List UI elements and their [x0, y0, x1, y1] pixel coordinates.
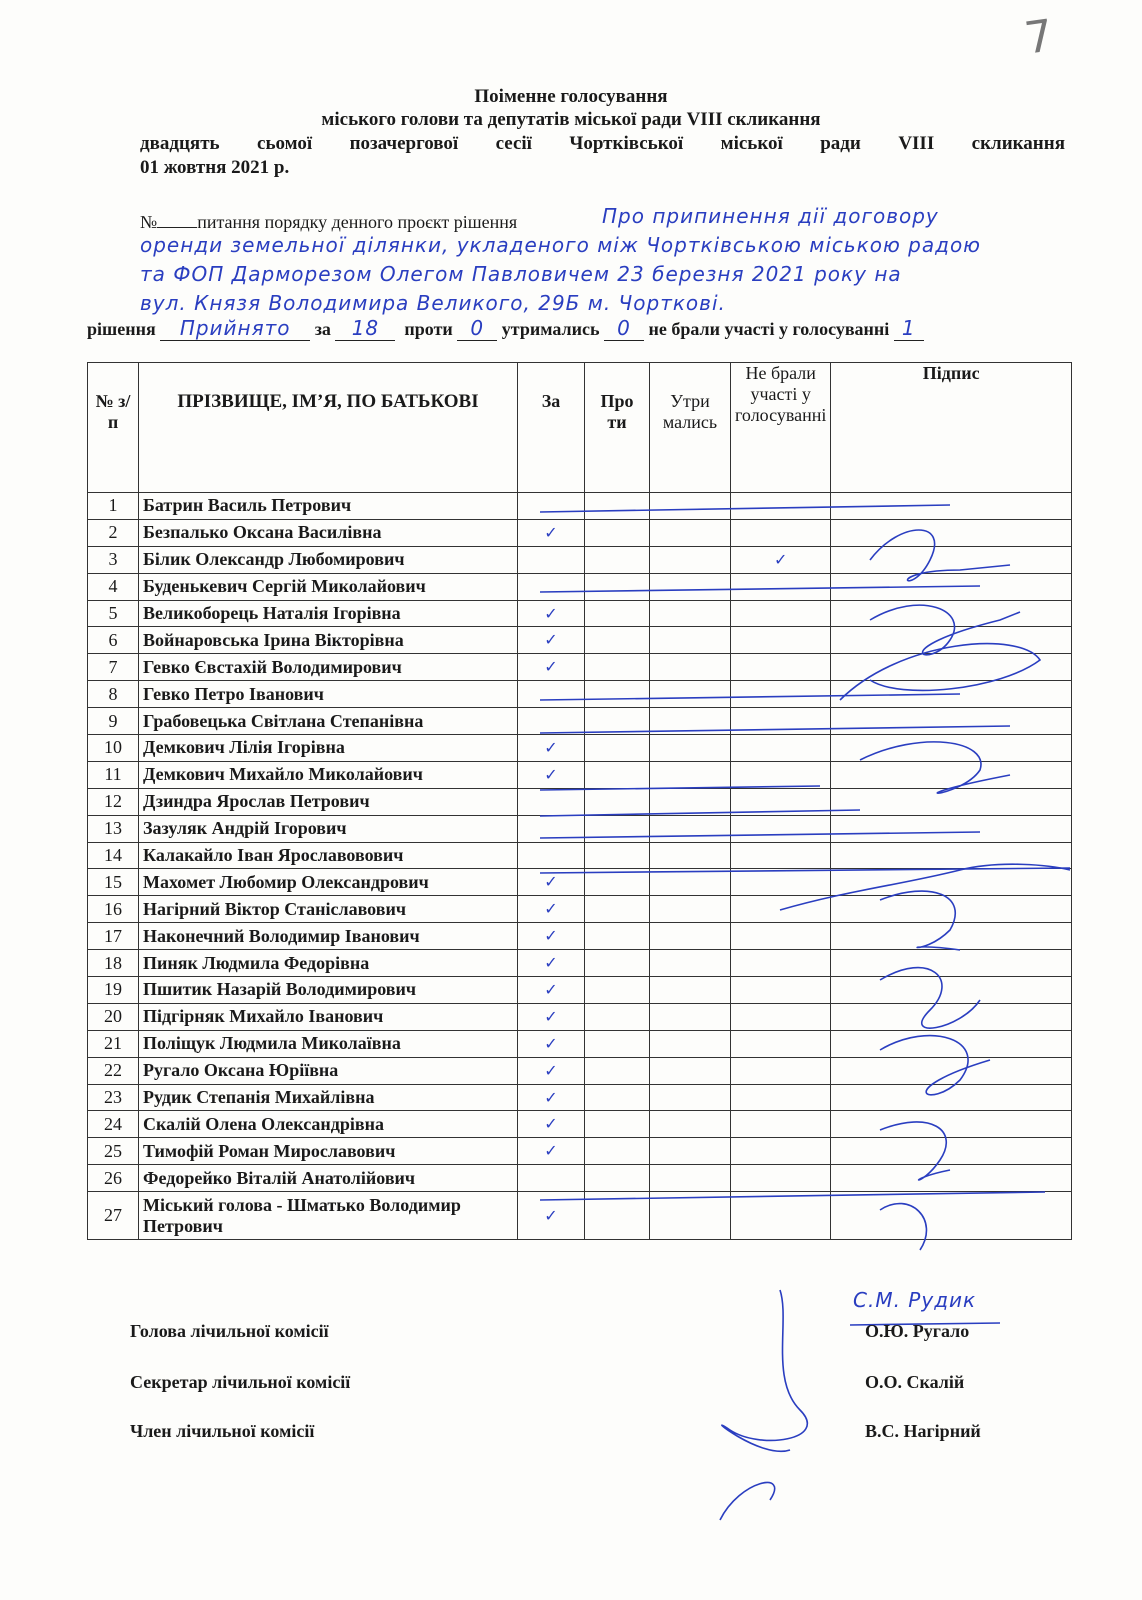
row-number: 20: [88, 1003, 139, 1030]
vote-against-cell: [585, 573, 650, 600]
vote-for-mark: ✓: [518, 923, 585, 950]
row-number: 9: [88, 708, 139, 735]
signature-cell: [831, 681, 1072, 708]
signature-cell: [831, 1030, 1072, 1057]
signature-cell: [831, 627, 1072, 654]
signature-cell: [831, 950, 1072, 977]
vote-not-voted-mark: [731, 1003, 831, 1030]
signature-cell: [831, 1084, 1072, 1111]
signature-cell: [831, 761, 1072, 788]
vote-for-mark: ✓: [518, 735, 585, 762]
vote-against-cell: [585, 815, 650, 842]
row-number: 23: [88, 1084, 139, 1111]
vote-against-cell: [585, 493, 650, 520]
for-count: 18: [335, 316, 395, 341]
deputy-name: Буденькевич Сергій Миколайович: [139, 573, 518, 600]
vote-not-voted-mark: [731, 923, 831, 950]
vote-for-mark: ✓: [518, 977, 585, 1004]
deputy-name: Пшитик Назарій Володимирович: [139, 977, 518, 1004]
vote-not-voted-mark: [731, 788, 831, 815]
vote-not-voted-mark: [731, 1138, 831, 1165]
vote-against-cell: [585, 735, 650, 762]
row-number: 2: [88, 519, 139, 546]
vote-not-voted-mark: [731, 1084, 831, 1111]
deputy-name: Поліщук Людмила Миколаївна: [139, 1030, 518, 1057]
handwritten-name: С.М. Рудик: [853, 1288, 977, 1312]
table-row: [88, 1138, 1072, 1165]
vote-abstained-cell: [650, 1138, 731, 1165]
vote-for-mark: ✓: [518, 1057, 585, 1084]
vote-abstained-cell: [650, 1084, 731, 1111]
header-abstained: Утри мались: [650, 363, 731, 493]
chair-role: Голова лічильної комісії: [130, 1321, 329, 1341]
table-row: [88, 681, 1072, 708]
row-number: 19: [88, 977, 139, 1004]
vote-for-mark: [518, 708, 585, 735]
vote-against-cell: [585, 1030, 650, 1057]
vote-abstained-cell: [650, 1165, 731, 1192]
header-num: № з/п: [88, 363, 139, 493]
vote-abstained-cell: [650, 815, 731, 842]
chair-name: О.Ю. Ругало: [865, 1321, 970, 1341]
vote-against-cell: [585, 788, 650, 815]
vote-against-cell: [585, 1138, 650, 1165]
signature-cell: [831, 1111, 1072, 1138]
signature-cell: [831, 1138, 1072, 1165]
row-number: 27: [88, 1192, 139, 1240]
deputy-name: Підгірняк Михайло Іванович: [139, 1003, 518, 1030]
row-number: 11: [88, 761, 139, 788]
table-row: [88, 761, 1072, 788]
table-row: [88, 654, 1072, 681]
signature-cell: [831, 788, 1072, 815]
vote-not-voted-mark: [731, 627, 831, 654]
vote-not-voted-mark: [731, 654, 831, 681]
signature-cell: [831, 1003, 1072, 1030]
deputy-name: Ругало Оксана Юріївна: [139, 1057, 518, 1084]
decision-label: рішення: [87, 319, 156, 339]
vote-against-cell: [585, 869, 650, 896]
abstained-count: 0: [604, 316, 644, 341]
vote-not-voted-mark: [731, 600, 831, 627]
against-label: проти: [404, 319, 453, 339]
vote-not-voted-mark: [731, 681, 831, 708]
deputy-name: Пиняк Людмила Федорівна: [139, 950, 518, 977]
table-row: [88, 842, 1072, 869]
vote-not-voted-mark: [731, 573, 831, 600]
deputy-name: Нагірний Віктор Станіславович: [139, 896, 518, 923]
signature-cell: [831, 708, 1072, 735]
vote-for-mark: [518, 842, 585, 869]
table-row: [88, 1030, 1072, 1057]
handwritten-topic: [140, 202, 1060, 318]
vote-abstained-cell: [650, 519, 731, 546]
abstained-label: утримались: [501, 319, 600, 339]
vote-against-cell: [585, 519, 650, 546]
deputy-name: Білик Олександр Любомирович: [139, 546, 518, 573]
table-row: [88, 600, 1072, 627]
session-date: 01 жовтня 2021 р.: [140, 157, 290, 178]
vote-not-voted-mark: [731, 869, 831, 896]
signature-cell: [831, 1057, 1072, 1084]
vote-for-mark: ✓: [518, 869, 585, 896]
table-row: [88, 923, 1072, 950]
vote-abstained-cell: [650, 761, 731, 788]
vote-against-cell: [585, 977, 650, 1004]
topic-line: та ФОП Дарморезом Олегом Павловичем 23 березня 2021 року на: [140, 262, 902, 286]
vote-for-mark: ✓: [518, 654, 585, 681]
vote-for-mark: ✓: [518, 1111, 585, 1138]
vote-abstained-cell: [650, 869, 731, 896]
row-number: 10: [88, 735, 139, 762]
vote-not-voted-mark: [731, 493, 831, 520]
header-against: Про ти: [585, 363, 650, 493]
signature-cell: [831, 896, 1072, 923]
vote-not-voted-mark: [731, 1030, 831, 1057]
table-row: [88, 1003, 1072, 1030]
vote-abstained-cell: [650, 896, 731, 923]
vote-not-voted-mark: [731, 519, 831, 546]
signature-cell: [831, 654, 1072, 681]
table-row: [88, 1165, 1072, 1192]
topic-line: вул. Князя Володимира Великого, 29Б м. Чорткові.: [140, 291, 726, 315]
table-row: [88, 573, 1072, 600]
vote-not-voted-mark: [731, 842, 831, 869]
member-role: Член лічильної комісії: [130, 1421, 315, 1441]
vote-not-voted-mark: [731, 735, 831, 762]
vote-against-cell: [585, 708, 650, 735]
vote-for-mark: ✓: [518, 627, 585, 654]
table-row: [88, 1192, 1072, 1240]
signature-cell: [831, 977, 1072, 1004]
signature-cell: [831, 573, 1072, 600]
vote-for-mark: ✓: [518, 896, 585, 923]
deputy-name: Федорейко Віталій Анатолійович: [139, 1165, 518, 1192]
vote-against-cell: [585, 1084, 650, 1111]
decision-summary: [87, 316, 924, 341]
row-number: 25: [88, 1138, 139, 1165]
vote-against-cell: [585, 627, 650, 654]
decision-value: Прийнято: [160, 316, 310, 341]
table-row: [88, 546, 1072, 573]
row-number: 22: [88, 1057, 139, 1084]
secretary-name: О.О. Скалій: [865, 1372, 965, 1392]
vote-abstained-cell: [650, 842, 731, 869]
deputy-name: Дзиндра Ярослав Петрович: [139, 788, 518, 815]
vote-for-mark: ✓: [518, 600, 585, 627]
vote-against-cell: [585, 1165, 650, 1192]
signature-cell: [831, 546, 1072, 573]
table-row: [88, 1084, 1072, 1111]
vote-not-voted-mark: [731, 708, 831, 735]
row-number: 6: [88, 627, 139, 654]
deputy-name: Наконечний Володимир Іванович: [139, 923, 518, 950]
signature: [720, 1483, 775, 1520]
vote-for-mark: [518, 1165, 585, 1192]
row-number: 24: [88, 1111, 139, 1138]
vote-not-voted-mark: [731, 761, 831, 788]
deputy-name: Батрин Василь Петрович: [139, 493, 518, 520]
header-for: За: [518, 363, 585, 493]
session-line: двадцять сьомої позачергової сесії Чортківської міської ради VIII скликання: [140, 133, 1065, 154]
vote-abstained-cell: [650, 950, 731, 977]
row-number: 13: [88, 815, 139, 842]
topic-line: оренди земельної ділянки, укладеного між Чортківською міською радою: [140, 233, 982, 257]
vote-for-mark: [518, 815, 585, 842]
vote-for-mark: [518, 788, 585, 815]
header-not-voted: Не брали участі у голосуванні: [731, 363, 831, 493]
signature: [722, 1290, 807, 1451]
row-number: 21: [88, 1030, 139, 1057]
deputy-name: Гевко Петро Іванович: [139, 681, 518, 708]
table-row: [88, 950, 1072, 977]
for-label: за: [314, 319, 331, 339]
table-row: [88, 493, 1072, 520]
vote-abstained-cell: [650, 493, 731, 520]
question-label: питання порядку денного проєкт рішення: [197, 212, 518, 232]
vote-for-mark: [518, 573, 585, 600]
row-number: 17: [88, 923, 139, 950]
vote-for-mark: ✓: [518, 1192, 585, 1240]
deputy-name: Зазуляк Андрій Ігорович: [139, 815, 518, 842]
vote-for-mark: ✓: [518, 761, 585, 788]
vote-not-voted-mark: [731, 977, 831, 1004]
signature-cell: [831, 869, 1072, 896]
vote-against-cell: [585, 896, 650, 923]
table-row: [88, 1111, 1072, 1138]
table-row: [88, 627, 1072, 654]
vote-against-cell: [585, 546, 650, 573]
vote-abstained-cell: [650, 546, 731, 573]
vote-against-cell: [585, 923, 650, 950]
vote-for-mark: [518, 493, 585, 520]
against-count: 0: [457, 316, 497, 341]
row-number: 16: [88, 896, 139, 923]
page-number: 7: [1021, 10, 1057, 65]
deputy-name: Грабовецька Світлана Степанівна: [139, 708, 518, 735]
vote-for-mark: ✓: [518, 1138, 585, 1165]
vote-not-voted-mark: [731, 1165, 831, 1192]
not-voted-label: не брали участі у голосуванні: [648, 319, 890, 339]
deputy-name: Безпалько Оксана Василівна: [139, 519, 518, 546]
vote-against-cell: [585, 600, 650, 627]
table-row: [88, 708, 1072, 735]
question-number-label: №: [140, 212, 158, 232]
vote-for-mark: ✓: [518, 950, 585, 977]
vote-for-mark: [518, 681, 585, 708]
vote-not-voted-mark: [731, 1057, 831, 1084]
vote-abstained-cell: [650, 708, 731, 735]
signature-cell: [831, 493, 1072, 520]
table-row: [88, 519, 1072, 546]
member-name: В.С. Нагірний: [865, 1421, 981, 1441]
deputy-name: Міський голова - Шматько Володимир Петрович: [139, 1192, 518, 1240]
topic-line: Про припинення дії договору: [602, 204, 939, 228]
row-number: 1: [88, 493, 139, 520]
row-number: 7: [88, 654, 139, 681]
table-row: [88, 788, 1072, 815]
vote-not-voted-mark: ✓: [731, 546, 831, 573]
vote-not-voted-mark: [731, 1111, 831, 1138]
document-subtitle: міського голови та депутатів міської ради VIII скликання: [321, 109, 821, 130]
signature-cell: [831, 923, 1072, 950]
table-row: [88, 1057, 1072, 1084]
vote-against-cell: [585, 681, 650, 708]
row-number: 12: [88, 788, 139, 815]
vote-abstained-cell: [650, 1030, 731, 1057]
row-number: 14: [88, 842, 139, 869]
deputy-name: Скалій Олена Олександрівна: [139, 1111, 518, 1138]
vote-against-cell: [585, 1111, 650, 1138]
signature-cell: [831, 842, 1072, 869]
row-number: 18: [88, 950, 139, 977]
table-row: [88, 977, 1072, 1004]
deputy-name: Гевко Євстахій Володимирович: [139, 654, 518, 681]
signature-cell: [831, 815, 1072, 842]
vote-abstained-cell: [650, 654, 731, 681]
vote-abstained-cell: [650, 1192, 731, 1240]
vote-abstained-cell: [650, 1003, 731, 1030]
deputy-name: Демкович Михайло Миколайович: [139, 761, 518, 788]
deputy-name: Демкович Лілія Ігорівна: [139, 735, 518, 762]
vote-abstained-cell: [650, 1111, 731, 1138]
row-number: 3: [88, 546, 139, 573]
vote-against-cell: [585, 654, 650, 681]
vote-for-mark: ✓: [518, 1003, 585, 1030]
vote-against-cell: [585, 1057, 650, 1084]
vote-for-mark: ✓: [518, 1084, 585, 1111]
signature-cell: [831, 735, 1072, 762]
row-number: 8: [88, 681, 139, 708]
signature-cell: [831, 600, 1072, 627]
signature-cell: [831, 1165, 1072, 1192]
row-number: 26: [88, 1165, 139, 1192]
not-voted-count: 1: [894, 316, 924, 341]
roll-call-table: [87, 362, 1072, 1240]
signature-cell: [831, 519, 1072, 546]
secretary-role: Секретар лічильної комісії: [130, 1372, 351, 1392]
row-number: 5: [88, 600, 139, 627]
vote-not-voted-mark: [731, 896, 831, 923]
vote-for-mark: ✓: [518, 519, 585, 546]
vote-abstained-cell: [650, 573, 731, 600]
deputy-name: Тимофій Роман Мирославович: [139, 1138, 518, 1165]
table-row: [88, 869, 1072, 896]
vote-against-cell: [585, 950, 650, 977]
document-title: Поіменне голосування: [474, 86, 668, 107]
vote-against-cell: [585, 842, 650, 869]
table-row: [88, 896, 1072, 923]
vote-not-voted-mark: [731, 1192, 831, 1240]
table-row: [88, 815, 1072, 842]
vote-abstained-cell: [650, 788, 731, 815]
vote-for-mark: [518, 546, 585, 573]
vote-abstained-cell: [650, 600, 731, 627]
vote-abstained-cell: [650, 977, 731, 1004]
vote-not-voted-mark: [731, 815, 831, 842]
vote-abstained-cell: [650, 735, 731, 762]
vote-abstained-cell: [650, 923, 731, 950]
row-number: 4: [88, 573, 139, 600]
table-row: [88, 735, 1072, 762]
deputy-name: Войнаровська Ірина Вікторівна: [139, 627, 518, 654]
vote-against-cell: [585, 761, 650, 788]
row-number: 15: [88, 869, 139, 896]
deputy-name: Великоборець Наталія Ігорівна: [139, 600, 518, 627]
vote-abstained-cell: [650, 1057, 731, 1084]
vote-against-cell: [585, 1192, 650, 1240]
deputy-name: Махомет Любомир Олександрович: [139, 869, 518, 896]
vote-not-voted-mark: [731, 950, 831, 977]
header-signature: Підпис: [831, 363, 1072, 493]
signature-cell: [831, 1192, 1072, 1240]
vote-abstained-cell: [650, 627, 731, 654]
vote-for-mark: ✓: [518, 1030, 585, 1057]
deputy-name: Рудик Степанія Михайлівна: [139, 1084, 518, 1111]
deputy-name: Калакайло Іван Ярославовович: [139, 842, 518, 869]
vote-against-cell: [585, 1003, 650, 1030]
vote-abstained-cell: [650, 681, 731, 708]
header-name: ПРІЗВИЩЕ, ІМ’Я, ПО БАТЬКОВІ: [139, 363, 518, 493]
